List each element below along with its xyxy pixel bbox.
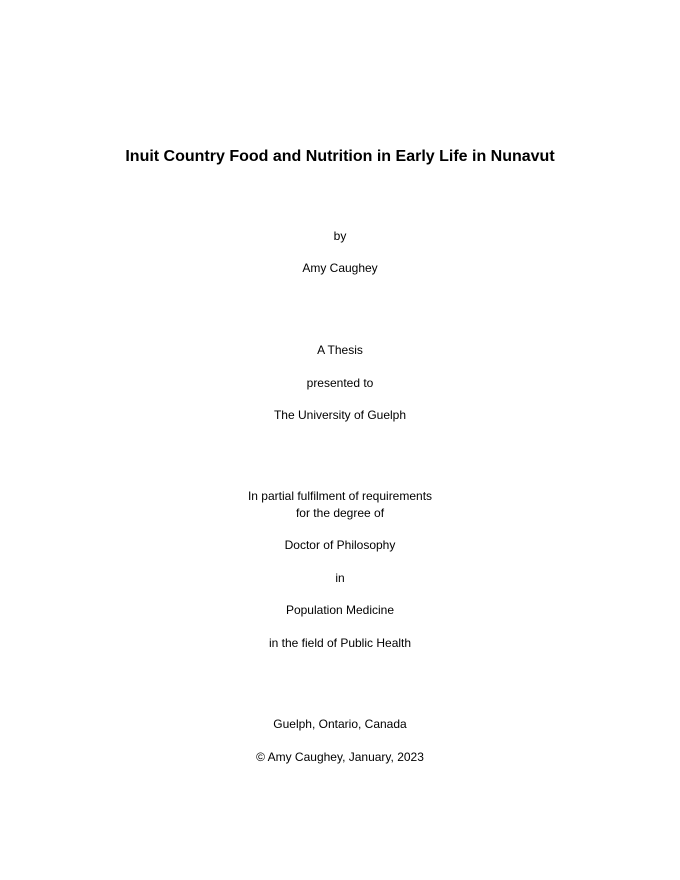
fulfilment-line-2: for the degree of xyxy=(295,506,385,520)
program-name: Population Medicine xyxy=(285,603,395,617)
location: Guelph, Ontario, Canada xyxy=(273,717,407,731)
presented-to-label: presented to xyxy=(306,376,374,390)
degree-name: Doctor of Philosophy xyxy=(284,538,396,552)
fulfilment-line-1: In partial fulfilment of requirements xyxy=(247,489,433,503)
thesis-label: A Thesis xyxy=(317,343,363,357)
field-name: in the field of Public Health xyxy=(268,636,412,650)
copyright: © Amy Caughey, January, 2023 xyxy=(256,750,424,764)
university-name: The University of Guelph xyxy=(273,408,407,422)
author-name: Amy Caughey xyxy=(302,261,378,275)
thesis-title: Inuit Country Food and Nutrition in Early Life in Nunavut xyxy=(125,148,555,165)
by-label: by xyxy=(333,229,347,243)
in-label: in xyxy=(335,571,345,585)
